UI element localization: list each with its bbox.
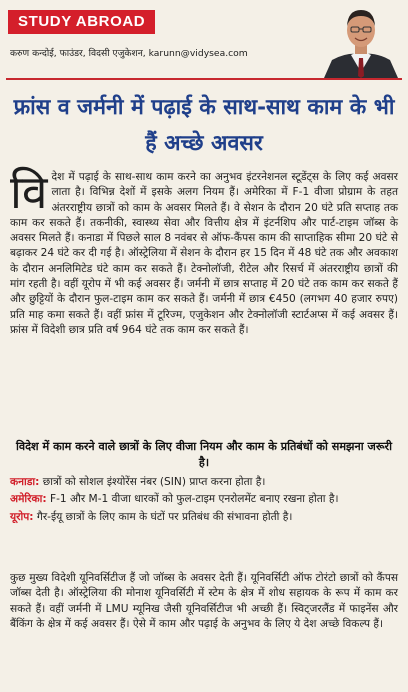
drop-cap: वि [10, 165, 48, 219]
visa-rule-europe [10, 510, 398, 525]
section-header [8, 6, 354, 36]
rule-text: F-1 और M-1 वीजा धारकों को फुल-टाइम एनरोलमेंट बनाए रखना होता है। [46, 493, 339, 506]
rule-text: छात्रों को सोशल इंश्योरेंस नंबर (SIN) प्राप्त करना होता है। [39, 476, 266, 488]
visa-rule-canada [10, 475, 398, 490]
rule-text: गैर-ईयू छात्रों के लिए काम के घंटों पर प्रतिबंध की संभावना होती है। [33, 510, 293, 523]
universities-paragraph [10, 571, 398, 632]
rule-label: अमेरिका: [10, 493, 47, 506]
intro-paragraph: देश में पढ़ाई के साथ-साथ काम करने का अनुभव इंटरनेशनल स्टूडेंट्स के लिए कई अवसर लाता है। विभिन्न देशों में इसके अलग नियम हैं। अमेरिका में F-1 वीजा प्रोग्राम के तहत अंतरराष्ट्रीय छात्रों को काम के अवसर मिलते हैं। वे सेशन के दौरान 20 घंटे प्रति सप्ताह तक काम कर सकते हैं। तकनीकी, स्वास्थ्य सेवा और वित्तीय क्षेत्र में इंटर्नशिप और पार्ट-टाइम जॉब्स के अवसर मिलते हैं। कनाडा में पिछले साल 8 नवंबर से ऑफ-कैंपस काम की साप्ताहिक सीमा 20 घंटे से बढ़ाकर 24 घंटे कर दी गई है। ऑस्ट्रेलिया में सेशन के दौरान हर 15 दिन में 48 घंटे तक और अवकाश के दौरान अनलिमिटेड घंटे काम कर सकते हैं। टेक्नोलॉजी, रीटेल और रिसर्च में अंतरराष्ट्रीय छात्रों की मांग रहती है। वहीं यूरोप में भी कई अवसर हैं। जर्मनी में छात्र सप्ताह में 20 घंटे तक काम कर सकते हैं और छुट्टियों के दौरान फुल-टाइम काम कर सकते हैं। जर्मनी में छात्र €450 (लगभग 40 हजार रुपए) प्रति माह कमा सकते हैं। वहीं फ्रांस में टूरिज्म, एजुकेशन और टेक्नोलॉजी स्टार्टअप्स में कई अवसर हैं। फ्रांस में विदेशी छात्र प्रति वर्ष 964 घंटे तक काम कर सकते हैं। [10, 171, 398, 336]
divider [6, 78, 402, 80]
rule-label: यूरोप: [10, 510, 34, 523]
subheading: विदेश में काम करने वाले छात्रों के लिए वीजा नियम और काम के प्रतिबंधों को समझना जरूरी है। [16, 440, 392, 469]
headline: फ्रांस व जर्मनी में पढ़ाई के साथ-साथ काम के भी हैं अच्छे अवसर [13, 95, 395, 156]
visa-rule-usa [10, 492, 398, 507]
author-byline: करुण कन्दोई, फाउंडर, विदसी एजुकेशन, karunn@vidysea.com [10, 48, 248, 59]
rule-label: कनाडा: [10, 476, 40, 488]
visa-rules [10, 475, 398, 527]
section-tag: STUDY ABROAD [8, 10, 155, 34]
author-photo [318, 2, 404, 78]
article-body [10, 165, 398, 338]
universities-text: कुछ मुख्य विदेशी यूनिवर्सिटीज हैं जो जॉब्स के अवसर देती हैं। यूनिवर्सिटी ऑफ टोरंटो छात्रों को कैंपस जॉब्स देती है। ऑस्ट्रेलिया की मोनाश यूनिवर्सिटी में स्टेम के क्षेत्र में शोध सहायक के रूप में काम कर सकते हैं। वहीं जर्मनी में LMU म्यूनिख जैसी यूनिवर्सिटीज भी अच्छी हैं। स्विट्जरलैंड में फाइनेंस और बैंकिंग के क्षेत्र में कई अवसर हैं। ऐसे में काम और पढ़ाई के अनुभव के लिए ये देश अच्छे विकल्प हैं। [10, 572, 398, 630]
